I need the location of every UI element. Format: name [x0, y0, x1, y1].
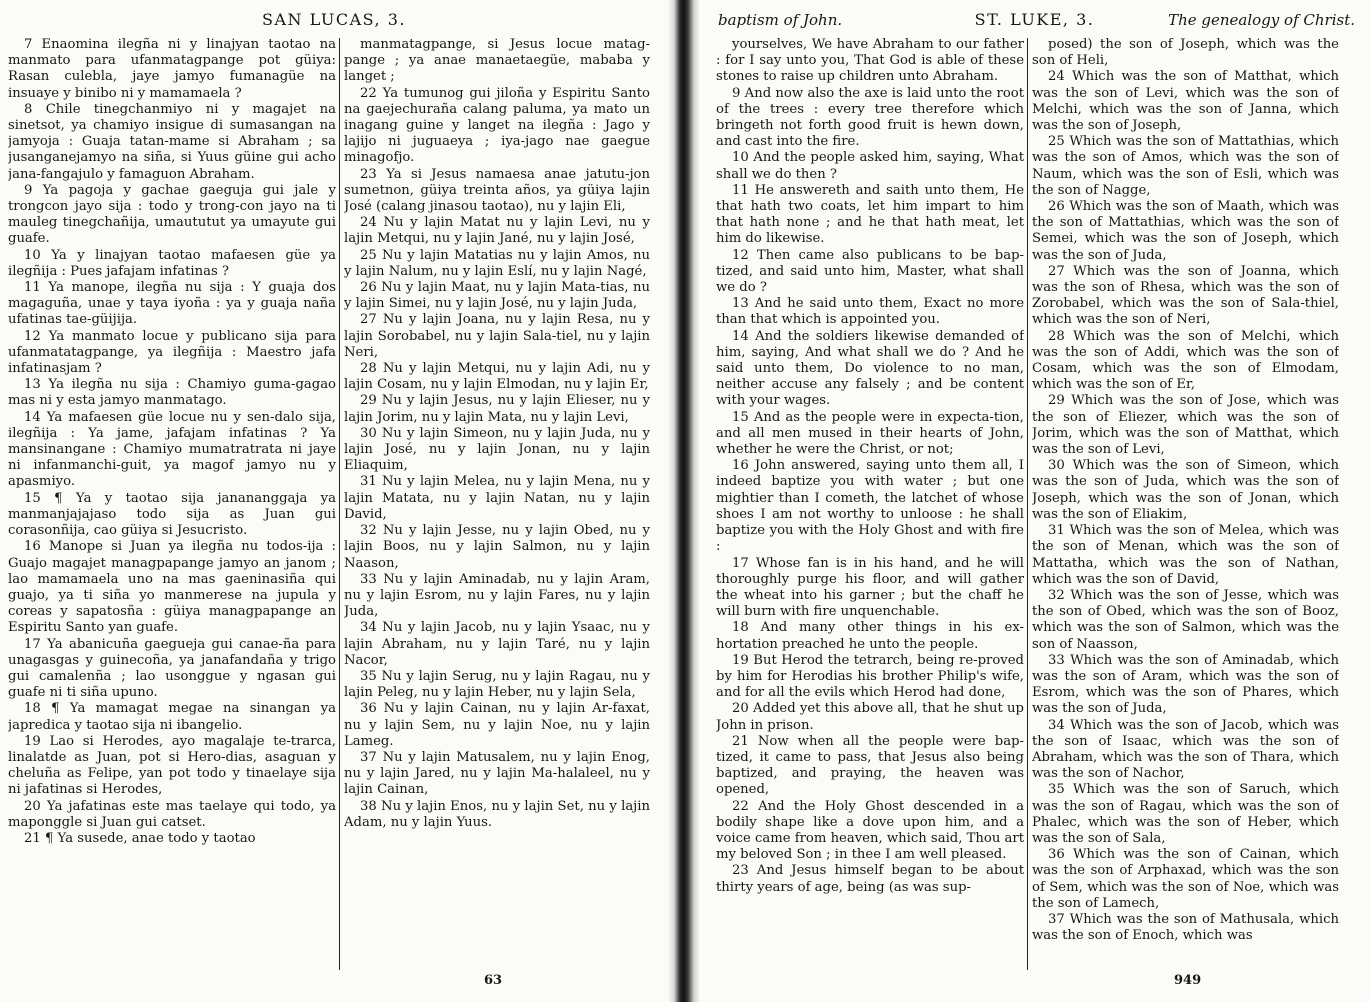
verse-paragraph: 14 And the soldiers likewise demanded of him, saying, And what shall we do ? And he said unto them, Do violence to no man, neither accuse any falsely ; and be content with your wages.: [716, 328, 1024, 409]
verse-paragraph: 26 Which was the son of Maath, which was the son of Mattathias, which was the son of Semei, which was the son of Joseph, which was the son of Juda,: [1032, 199, 1339, 263]
verse-paragraph: 31 Nu y lajin Melea, nu y lajin Mena, nu y lajin Matata, nu y lajin Natan, nu y lajin David,: [344, 474, 650, 522]
verse-paragraph: 13 And he said unto them, Exact no more than that which is appointed you.: [716, 296, 1024, 328]
verse-paragraph: 15 And as the people were in expecta-tion, and all men mused in their hearts of John, whether he were the Christ, or not;: [716, 409, 1024, 458]
verse-paragraph: 22 Ya tumunog gui jiloña y Espiritu Santo na gaejechuraña calang paluma, ya mato un inagang guine y langet na ilegña : Jago y lajijo ni juguaeya ; iya-jago nae gaegue minagofjo.: [344, 85, 650, 166]
verse-paragraph: posed) the son of Joseph, which was the son of Heli,: [1032, 37, 1339, 69]
verse-paragraph: 17 Ya abanicuña gaegueja gui canae-ña para unagasgas y guinecoña, ya janafandaña y trigo gui camalenña ; lao usonggue y ngasan gui guafe ni ti siña upuno.: [8, 636, 336, 701]
verse-paragraph: 16 John answered, saying unto them all, I indeed baptize you with water ; but one mightier than I cometh, the latchet of whose shoes I am not worthy to unloose : he shall baptize you with the Holy Ghost and with fire :: [716, 458, 1024, 555]
verse-paragraph: 35 Nu y lajin Serug, nu y lajin Ragau, nu y lajin Peleg, nu y lajin Heber, nu y lajin Sela,: [344, 668, 650, 701]
verse-paragraph: 18 ¶ Ya mamagat megae na sinangan ya japredica y taotao sija ni ibangelio.: [8, 701, 336, 733]
verse-paragraph: 21 ¶ Ya susede, anae todo y taotao: [24, 830, 256, 846]
left-page-number: 63: [484, 973, 503, 988]
left-page-header: [0, 10, 668, 36]
verse-paragraph: 24 Nu y lajin Matat nu y lajin Levi, nu y lajin Metqui, nu y lajin Jané, nu y lajin José,: [344, 215, 650, 247]
verse-paragraph: 36 Nu y lajin Cainan, nu y lajin Ar-faxat, nu y lajin Sem, nu y lajin Noe, nu y lajin Lameg.: [344, 701, 650, 749]
verse-paragraph: 36 Which was the son of Cainan, which was the son of Arphaxad, which was the son of Sem, which was the son of Noe, which was the son of Lamech,: [1032, 847, 1339, 911]
verse-paragraph: 20 Ya jafatinas este mas taelaye qui todo, ya maponggle si Juan gui catset.: [8, 798, 336, 830]
verse-paragraph: 12 Then came also publicans to be bap-tized, and said unto him, Master, what shall we do ?: [716, 247, 1024, 296]
verse-paragraph: 11 He answereth and saith unto them, He that hath two coats, let him impart to him that hath none ; and he that hath meat, let him do likewise.: [716, 182, 1024, 247]
verse-paragraph: 38 Nu y lajin Enos, nu y lajin Set, nu y lajin Adam, nu y lajin Yuus.: [344, 798, 650, 830]
verse-paragraph: manmatagpange, si Jesus locue matag-pange ; ya anae manaetaegüe, mababa y langet ;: [344, 37, 650, 85]
verse-paragraph: 11 Ya manope, ilegña nu sija : Y guaja dos magaguña, unae y taya iyoña : ya y guaja naña ufatinas tae-güijija.: [8, 280, 336, 328]
verse-paragraph: 23 Ya si Jesus namaesa anae jatutu-jon sumetnon, güiya treinta años, ya güiya lajin José (calang jinasou taotao), nu y lajin Eli,: [344, 166, 650, 215]
verse-paragraph: 24 Which was the son of Matthat, which was the son of Levi, which was the son of Melchi, which was the son of Janna, which was the son of Joseph,: [1032, 69, 1339, 134]
verse-paragraph: 23 And Jesus himself began to be about thirty years of age, being (as was sup-: [716, 863, 1024, 895]
verse-paragraph: 28 Nu y lajin Metqui, nu y lajin Adi, nu y lajin Cosam, nu y lajin Elmodan, nu y lajin Er,: [344, 361, 650, 393]
verse-paragraph: 32 Which was the son of Jesse, which was the son of Obed, which was the son of Booz, which was the son of Salmon, which was the son of Naasson,: [1032, 587, 1339, 652]
verse-paragraph: 19 Lao si Herodes, ayo magalaje te-trarca, linalatde as Juan, pot si Hero-dias, asaguan y cheluña as Felipe, yan pot todo y tinaelaye sija ni jafatinas si Herodes,: [8, 733, 336, 798]
verse-paragraph: 15 ¶ Ya y taotao sija janananggaja ya manmanjajajaso todo sija as Juan gui corasonñija, cao güiya si Jesucristo.: [8, 490, 336, 539]
verse-paragraph: 30 Which was the son of Simeon, which was the son of Juda, which was the son of Joseph, which was the son of Jonan, which was the son of Eliakim,: [1032, 458, 1339, 522]
right-column-rule: [1027, 38, 1028, 970]
verse-paragraph: 25 Which was the son of Mattathias, which was the son of Amos, which was the son of Naum, which was the son of Esli, which was the son of Nagge,: [1032, 134, 1339, 198]
verse-paragraph: yourselves, We have Abraham to our father : for I say unto you, That God is able of these stones to raise up children unto Abraham.: [716, 37, 1024, 85]
right-column-2: [1032, 37, 1339, 956]
verse-paragraph: 21 Now when all the people were bap-tized, it came to pass, that Jesus also being baptized, and praying, the heaven was opened,: [716, 733, 1024, 798]
right-column-1: [716, 37, 1024, 956]
verse-paragraph: 13 Ya ilegña nu sija : Chamiyo guma-gagao mas ni y esta jamyo manmatago.: [8, 377, 336, 409]
verse-paragraph: 31 Which was the son of Melea, which was the son of Menan, which was the son of Mattatha, which was the son of Nathan, which was the son of David,: [1032, 523, 1339, 587]
verse-paragraph: 30 Nu y lajin Simeon, nu y lajin Juda, nu y lajin José, nu y lajin Jonan, nu y lajin Eliaquim,: [344, 425, 650, 474]
right-running-head: ST. LUKE, 3.: [974, 10, 1095, 29]
left-page: [0, 0, 668, 1002]
verse-paragraph: 14 Ya mafaesen güe locue nu y sen-dalo sija, ilegñija : Ya jame, jafajam infatinas ? Ya mansinangane : Chamiyo mumatratrata ni jaye ni infanmanchi-guit, ya magof jamyo nu y apasmiyo.: [8, 409, 336, 490]
right-page: [700, 0, 1369, 1002]
left-running-head: SAN LUCAS, 3.: [262, 10, 406, 29]
verse-paragraph: 37 Which was the son of Mathusala, which was the son of Enoch, which was: [1032, 911, 1339, 944]
verse-paragraph: 25 Nu y lajin Matatias nu y lajin Amos, nu y lajin Nalum, nu y lajin Eslí, nu y lajin Nagé,: [344, 247, 650, 279]
verse-paragraph: 29 Nu y lajin Jesus, nu y lajin Elieser, nu y lajin Jorim, nu y lajin Mata, nu y lajin Levi,: [344, 393, 650, 425]
verse-paragraph: 10 Ya y linajyan taotao mafaesen güe ya ilegñija : Pues jafajam infatinas ?: [8, 247, 336, 279]
verse-paragraph: 22 And the Holy Ghost descended in a bodily shape like a dove upon him, and a voice came from heaven, which said, Thou art my beloved Son ; in thee I am well pleased.: [716, 798, 1024, 863]
verse-paragraph: 27 Nu y lajin Joana, nu y lajin Resa, nu y lajin Sorobabel, nu y lajin Sala-tiel, nu y lajin Neri,: [344, 312, 650, 360]
verse-paragraph: 27 Which was the son of Joanna, which was the son of Rhesa, which was the son of Zorobabel, which was the son of Sala-thiel, which was the son of Neri,: [1032, 263, 1339, 328]
right-page-number: 949: [1174, 973, 1202, 988]
verse-paragraph: 34 Which was the son of Jacob, which was the son of Isaac, which was the son of Abraham, which was the son of Thara, which was the son of Nachor,: [1032, 717, 1339, 782]
verse-paragraph: 10 And the people asked him, saying, What shall we do then ?: [716, 150, 1024, 182]
verse-paragraph: 7 Enaomina ilegña ni y linajyan taotao na manmato para ufanmatagpange pot güiya: Rasan culebla, jaye jamyo fumanagüe na insuaye y binibo ni y mamamaela ?: [8, 37, 336, 101]
right-head-left: baptism of John.: [718, 11, 843, 29]
left-column-2: [344, 37, 650, 956]
verse-paragraph: 18 And many other things in his ex-hortation preached he unto the people.: [716, 620, 1024, 652]
verse-paragraph: 17 Whose fan is in his hand, and he will thoroughly purge his floor, and will gather the wheat into his garner ; but the chaff he will burn with fire unquenchable.: [716, 555, 1024, 620]
left-column-rule: [339, 38, 340, 970]
verse-paragraph: 32 Nu y lajin Jesse, nu y lajin Obed, nu y lajin Boos, nu y lajin Salmon, nu y lajin Naason,: [344, 523, 650, 571]
right-head-right: The genealogy of Christ.: [1168, 11, 1355, 29]
verse-paragraph: 8 Chile tinegchanmiyo ni y magajet na sinetsot, ya chamiyo insigue di sumasangan na jamyoja : Guaja tatan-mame si Abraham ; sa jusanganejamyo na siña, si Yuus güine gui acho jana-fangajulo y famaguon Abraham.: [8, 101, 336, 182]
verse-paragraph: 12 Ya manmato locue y publicano sija para ufanmatatagpange, ya ilegñija : Maestro jafa infatinasjam ?: [8, 328, 336, 377]
verse-paragraph: 37 Nu y lajin Matusalem, nu y lajin Enog, nu y lajin Jared, nu y lajin Ma-halaleel, nu y lajin Cainan,: [344, 749, 650, 798]
verse-paragraph: 28 Which was the son of Melchi, which was the son of Addi, which was the son of Cosam, which was the son of Elmodam, which was the son of Er,: [1032, 328, 1339, 393]
verse-paragraph: 26 Nu y lajin Maat, nu y lajin Mata-tias, nu y lajin Simei, nu y lajin José, nu y lajin Juda,: [344, 280, 650, 312]
verse-paragraph: 19 But Herod the tetrarch, being re-proved by him for Herodias his brother Philip's wife, and for all the evils which Herod had done,: [716, 652, 1024, 701]
right-page-header: [700, 10, 1369, 36]
verse-paragraph: 35 Which was the son of Saruch, which was the son of Ragau, which was the son of Phalec, which was the son of Heber, which was the son of Sala,: [1032, 782, 1339, 846]
verse-paragraph: 9 And now also the axe is laid unto the root of the trees : every tree therefore which bringeth not forth good fruit is hewn down, and cast into the fire.: [716, 85, 1024, 150]
verse-paragraph: 20 Added yet this above all, that he shut up John in prison.: [716, 701, 1024, 733]
verse-paragraph: 33 Which was the son of Aminadab, which was the son of Aram, which was the son of Esrom, which was the son of Phares, which was the son of Juda,: [1032, 652, 1339, 717]
verse-paragraph: 33 Nu y lajin Aminadab, nu y lajin Aram, nu y lajin Esrom, nu y lajin Fares, nu y lajin Juda,: [344, 571, 650, 620]
verse-paragraph: 9 Ya pagoja y gachae gaeguja gui jale y trongcon jayo sija : todo y trong-con jayo na ti mauleg tinegchañija, umaututut ya umayute gui guafe.: [8, 182, 336, 247]
book-gutter: [668, 0, 700, 1002]
verse-paragraph: 16 Manope si Juan ya ilegña nu todos-ija : Guajo magajet managpapange jamyo an janom ; lao mamamaela uno na mas gaeninasiña qui guajo, ya ti siña yo manmerese na jupula y coreas y sapatosña : güiya managpapange an Espiritu Santo yan guafe.: [8, 539, 336, 636]
verse-paragraph: 34 Nu y lajin Jacob, nu y lajin Ysaac, nu y lajin Abraham, nu y lajin Taré, nu y lajin Nacor,: [344, 620, 650, 668]
left-column-1: [8, 37, 336, 956]
verse-paragraph: 29 Which was the son of Jose, which was the son of Eliezer, which was the son of Jorim, which was the son of Matthat, which was the son of Levi,: [1032, 393, 1339, 458]
